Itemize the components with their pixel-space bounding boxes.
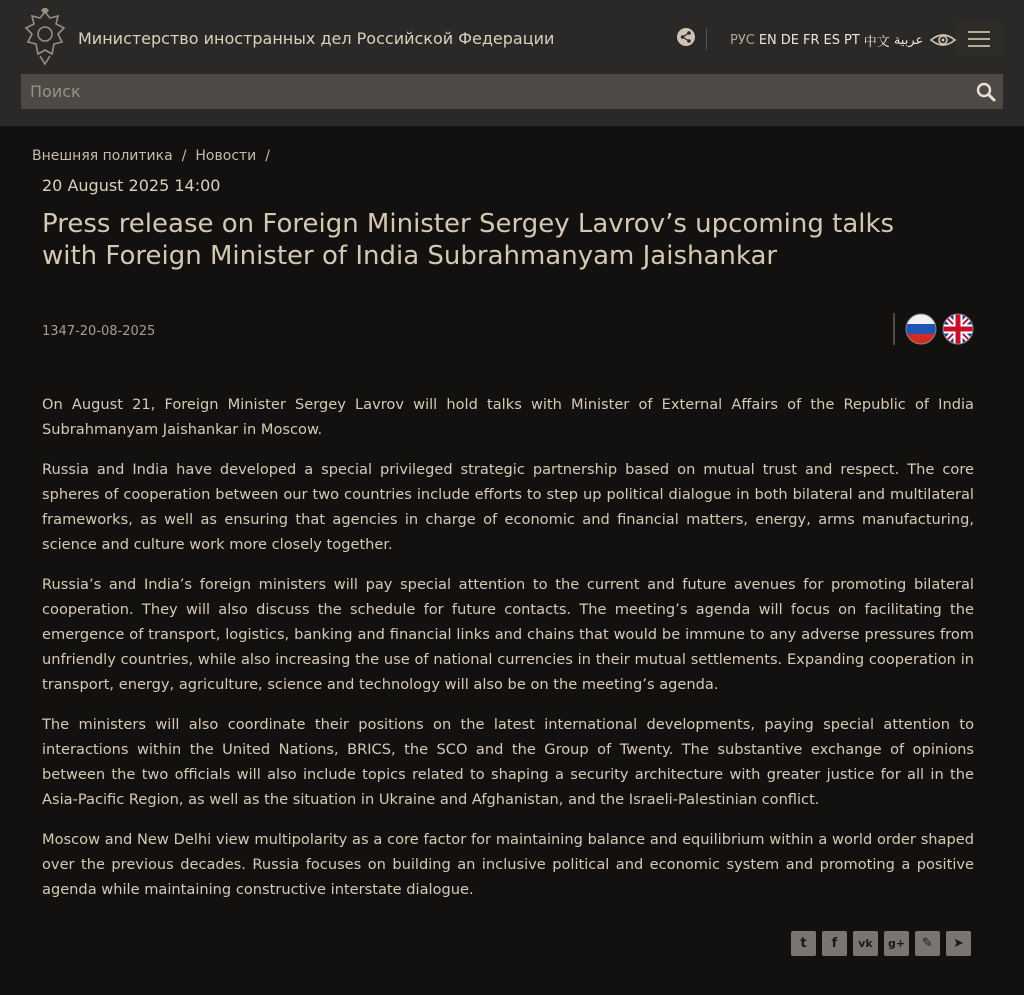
breadcrumb-separator: / bbox=[265, 148, 270, 164]
site-header bbox=[0, 0, 1024, 126]
breadcrumb-separator: / bbox=[181, 148, 187, 164]
search-input[interactable] bbox=[21, 74, 961, 109]
lang-fr[interactable]: FR bbox=[803, 32, 820, 48]
lang-ar[interactable]: عربية bbox=[893, 32, 924, 48]
article-date: 20 August 2025 14:00 bbox=[42, 176, 221, 195]
article-body bbox=[42, 392, 974, 917]
lang-es[interactable]: ES bbox=[823, 32, 841, 48]
paragraph: Russia’s and India’s foreign ministers will pay special attention to the current and future avenues for promoting bilateral cooperation. They will also discuss the schedule for future contacts. The meeting’s agenda will focus on facilitating the emergence of transport, logistics, banking and financial links and chains that would be immune to any adverse pressures from unfriendly countries, while also increasing the use of national currencies in their mutual settlements. Expanding cooperation in transport, energy, agriculture, science and technology will also be on the meeting’s agenda. bbox=[42, 576, 974, 693]
search-bar bbox=[21, 74, 1003, 109]
language-switcher bbox=[730, 30, 957, 50]
google-plus-icon[interactable]: g+ bbox=[884, 931, 909, 956]
divider bbox=[706, 28, 707, 50]
livejournal-icon[interactable]: ✎ bbox=[915, 931, 940, 956]
social-share-bar bbox=[791, 931, 971, 956]
document-id: 1347-20-08-2025 bbox=[42, 324, 156, 339]
coat-of-arms-icon[interactable] bbox=[20, 8, 70, 66]
paragraph: On August 21, Foreign Minister Sergey Lavrov will hold talks with Minister of External Affairs of the Republic of India Subrahmanyam Jaishankar in Moscow. bbox=[42, 396, 974, 438]
search-icon[interactable] bbox=[975, 81, 997, 103]
site-title[interactable]: Министерство иностранных дел Российской Федерации bbox=[78, 29, 555, 48]
breadcrumb-item-news[interactable]: Новости bbox=[195, 148, 257, 164]
uk-flag-icon[interactable] bbox=[942, 313, 974, 345]
lang-pt[interactable]: PT bbox=[844, 32, 860, 48]
twitter-icon[interactable]: t bbox=[791, 931, 816, 956]
divider bbox=[893, 313, 895, 345]
lang-en[interactable]: EN bbox=[758, 32, 777, 48]
menu-icon bbox=[968, 31, 990, 33]
telegram-icon[interactable]: ➤ bbox=[946, 931, 971, 956]
lang-de[interactable]: DE bbox=[780, 32, 800, 48]
facebook-icon[interactable]: f bbox=[822, 931, 847, 956]
vk-icon[interactable]: vk bbox=[853, 931, 878, 956]
paragraph: Russia and India have developed a special privileged strategic partnership based on mutual trust and respect. The core spheres of cooperation between our two countries include efforts to step up political dialogue in both bilateral and multilateral frameworks, as well as ensuring that agencies in charge of economic and financial matters, energy, arms manufacturing, science and culture work more closely together. bbox=[42, 461, 974, 553]
russian-flag-icon[interactable] bbox=[905, 313, 937, 345]
eye-icon[interactable] bbox=[929, 30, 957, 50]
breadcrumb bbox=[32, 148, 279, 164]
paragraph: The ministers will also coordinate their positions on the latest international developments, paying special attention to interactions within the United Nations, BRICS, the SCO and the Group of Twenty. The substantive exchange of opinions between the two officials will also include topics related to shaping a security architecture with greater justice for all in the Asia-Pacific Region, as well as the situation in Ukraine and Afghanistan, and the Israeli-Palestinian conflict. bbox=[42, 716, 974, 808]
menu-button[interactable] bbox=[956, 22, 1002, 56]
lang-zh[interactable]: 中文 bbox=[863, 34, 890, 50]
article-title: Press release on Foreign Minister Sergey Lavrov’s upcoming talks with Foreign Minister of India Subrahmanyam Jaishankar bbox=[42, 209, 895, 271]
lang-ru[interactable]: РУС bbox=[730, 32, 755, 48]
share-icon[interactable] bbox=[676, 27, 696, 47]
paragraph: Moscow and New Delhi view multipolarity as a core factor for maintaining balance and equilibrium within a world order shaped over the previous decades. Russia focuses on building an inclusive political and economic system and promoting a positive agenda while maintaining constructive interstate dialogue. bbox=[42, 831, 974, 898]
breadcrumb-item-foreign-policy[interactable]: Внешняя политика bbox=[32, 148, 173, 164]
